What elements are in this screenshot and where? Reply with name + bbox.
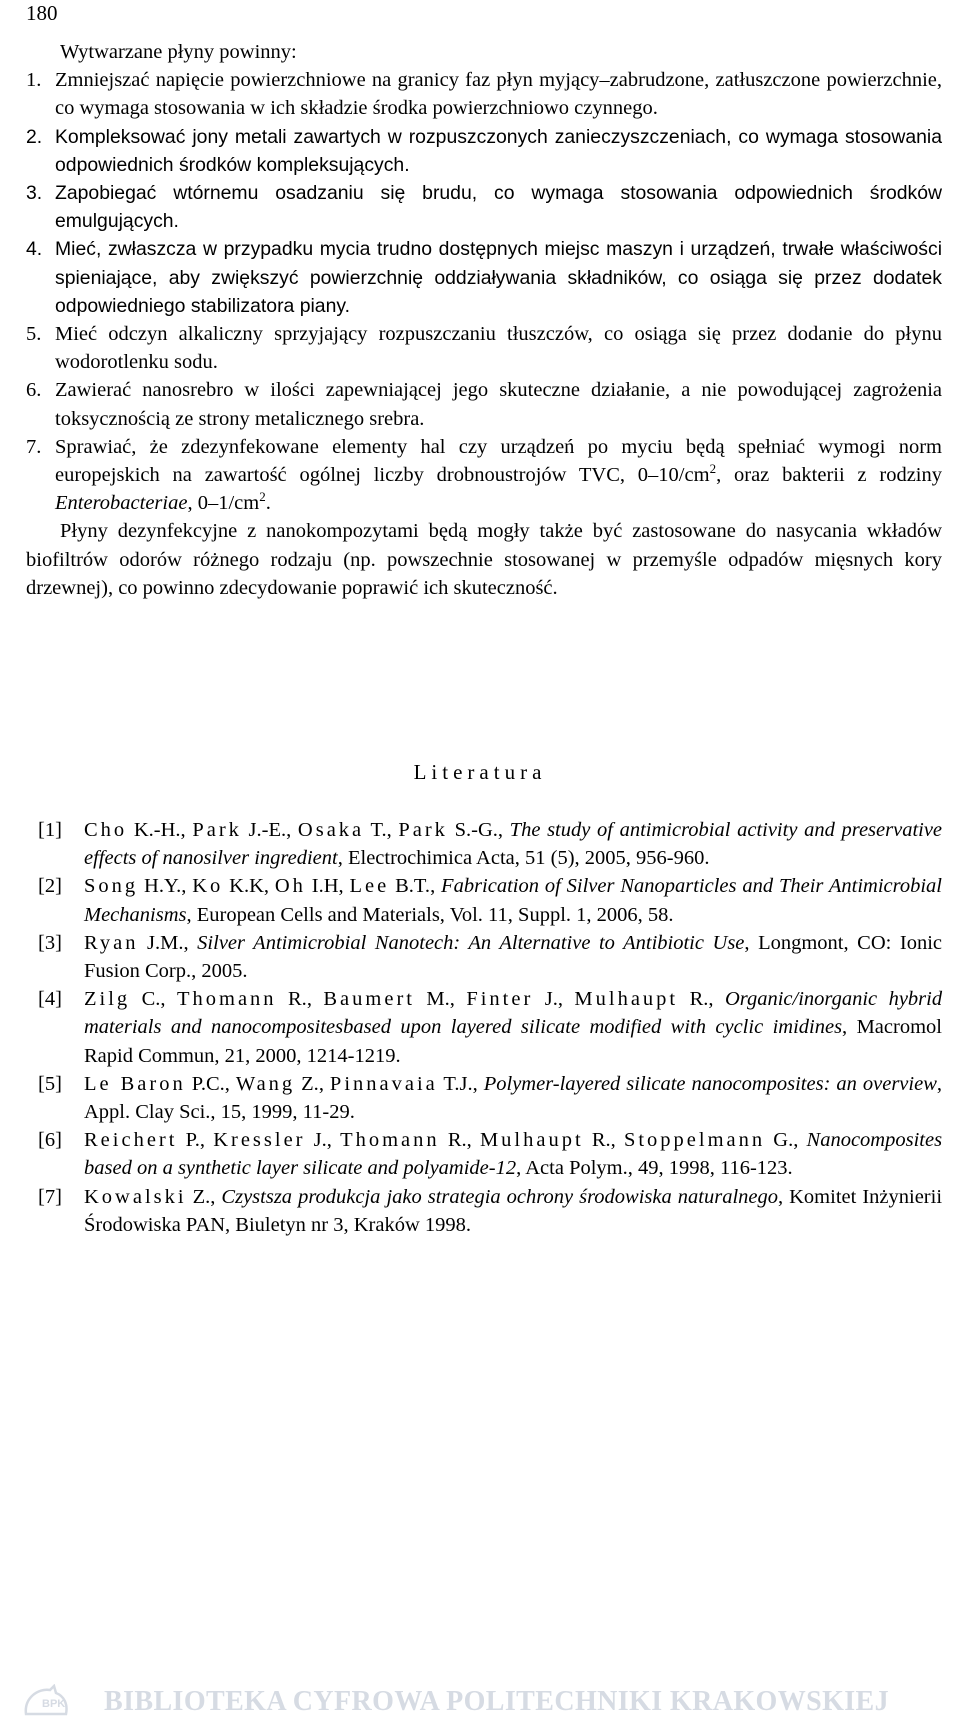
reference-source: , European Cells and Materials, Vol. 11, Suppl. 1, 2006, 58.: [186, 903, 674, 926]
reference-separator: ,: [449, 988, 467, 1011]
list-number: 1.: [26, 69, 42, 92]
reference-number: [6]: [38, 1129, 62, 1152]
reference-separator: ,: [286, 819, 298, 841]
reference-author: Cho: [84, 819, 128, 841]
watermark-text: BIBLIOTEKA CYFROWA POLITECHNIKI KRAKOWSKIEJ: [104, 1686, 890, 1717]
reference-author: Lee: [349, 875, 390, 898]
reference-initials: H.Y.: [144, 875, 182, 898]
reference-author: Zilg: [84, 988, 131, 1011]
reference-initials: T.J.: [443, 1072, 473, 1095]
reference-author: Mulhaupt: [479, 1129, 584, 1152]
reference-author: Thomann: [176, 988, 277, 1011]
reference-initials: J.: [544, 988, 558, 1011]
reference-author: Song: [84, 875, 139, 898]
reference-initials: J.: [313, 1129, 327, 1152]
list-text: Sprawiać, że zdezynfekowane elementy hal czy urządzeń po myciu będą spełniać wymogi norm europejskich na zawartość ogólnej liczby drobnoustrojów TVC, 0–10/cm: [55, 435, 942, 487]
reference-author: Osaka: [297, 819, 365, 841]
reference-title: Nanocomposites based on a synthetic layer silicate and polyamide-12: [84, 1129, 943, 1180]
reference-source: , Longmont, CO: Ionic Fusion Corp., 2005.: [84, 931, 943, 983]
reference-author: Kressler: [213, 1129, 306, 1152]
reference-title: The study of antimicrobial activity and preservative effects of nanosilver ingredient: [84, 819, 943, 870]
reference-source: , Electrochimica Acta, 51 (5), 2005, 956-960.: [337, 847, 710, 870]
reference-separator: ,: [430, 875, 442, 898]
list-text: Mieć odczyn alkaliczny sprzyjający rozpuszczaniu tłuszczów, co osiąga się przez dodanie do płynu wodorotlenku sodu.: [55, 323, 942, 374]
list-text: .: [265, 492, 271, 515]
reference-item: [38, 1070, 942, 1126]
list-text: Zapobiegać wtórnemu osadzaniu się brudu, co wymaga stosowania odpowiednich środków emulgujących.: [55, 182, 942, 233]
reference-author: Park: [192, 819, 242, 841]
reference-title: Polymer-layered silicate nanocomposites: an overview: [483, 1072, 937, 1095]
italic-term: Enterobacteriae: [55, 492, 188, 515]
reference-author: Ryan: [84, 931, 139, 954]
reference-initials: R.: [591, 1129, 611, 1152]
reference-initials: R.: [447, 1129, 467, 1152]
reference-initials: J.M.: [147, 931, 184, 954]
reference-source: , Komitet Inżynierii Środowiska PAN, Biuletyn nr 3, Kraków 1998.: [84, 1185, 943, 1236]
reference-item: [38, 985, 942, 1070]
reference-separator: ,: [472, 1072, 484, 1095]
list-item: [26, 66, 942, 122]
reference-title: Fabrication of Silver Nanoparticles and Their Antimicrobial Mechanisms: [84, 875, 942, 926]
reference-author: Kowalski: [84, 1185, 187, 1208]
list-text: Kompleksować jony metali zawartych w rozpuszczonych zanieczyszczeniach, co wymaga stosowania odpowiednich środków kompleksujących.: [55, 125, 942, 176]
reference-source: , Acta Polym., 49, 1998, 116-123.: [516, 1157, 793, 1180]
reference-number: [1]: [38, 819, 62, 841]
reference-separator: ,: [708, 988, 725, 1011]
reference-separator: ,: [497, 819, 510, 841]
list-item: [26, 433, 942, 518]
reference-author: Mulhaupt: [574, 988, 679, 1011]
reference-item: [38, 1183, 942, 1239]
reference-author: Ko: [192, 875, 224, 898]
list-text: , 0–1/cm: [187, 492, 260, 515]
reference-author: Park: [398, 819, 448, 841]
reference-separator: ,: [160, 988, 177, 1011]
list-item: [26, 123, 942, 179]
reference-separator: ,: [466, 1129, 480, 1152]
reference-separator: ,: [180, 819, 193, 841]
reference-source: , Macromol Rapid Commun, 21, 2000, 1214-1219.: [84, 1016, 942, 1067]
reference-initials: B.T.: [395, 875, 431, 898]
reference-title: Organic/inorganic hybrid materials and nanocompositesbased upon layered silicate modified with cyclic imidines: [84, 988, 943, 1039]
reference-item: [38, 816, 942, 872]
logo-text: BPK: [42, 1698, 66, 1710]
reference-separator: ,: [199, 1129, 214, 1152]
reference-initials: R.: [689, 988, 709, 1011]
reference-initials: P.C.: [191, 1072, 225, 1095]
reference-initials: P.: [185, 1129, 200, 1152]
section-heading: Literatura: [413, 760, 547, 784]
list-item: [26, 376, 942, 432]
paragraph: Płyny dezynfekcyjne z nanokompozytami będą mogły także być zastosowane do nasycania wkładów biofiltrów odorów różnego rodzaju (np. powszechnie stosowanej w przemyśle odpadów mięsnych kory drzewnej), co powinno zdecydowanie poprawić ich skuteczność.: [26, 520, 942, 599]
list-number: 5.: [26, 323, 42, 346]
reference-item: [38, 872, 942, 928]
reference-number: [2]: [38, 875, 62, 898]
reference-author: Finter: [466, 988, 534, 1011]
reference-author: Thomann: [340, 1129, 440, 1152]
reference-initials: K.-H.: [133, 819, 181, 841]
reference-initials: K.K,: [229, 875, 269, 898]
reference-initials: I.H,: [311, 875, 344, 898]
list-item: [26, 179, 942, 235]
reference-author: Baumert: [323, 988, 415, 1011]
page-number: 180: [26, 1, 58, 25]
body-text: [26, 38, 942, 602]
reference-separator: ,: [181, 875, 193, 898]
list-number: 2.: [26, 125, 43, 148]
reference-author: Oh: [274, 875, 306, 898]
reference-item: [38, 929, 942, 985]
reference-initials: S.-G.: [454, 819, 498, 841]
reference-initials: R.: [288, 988, 307, 1011]
reference-number: [7]: [38, 1185, 62, 1208]
reference-initials: Z.: [301, 1072, 319, 1095]
reference-initials: C.: [141, 988, 161, 1011]
list-text: Mieć, zwłaszcza w przypadku mycia trudno dostępnych miejsc maszyn i urządzeń, trwałe właściwości spieniające, aby zwiększyć powierzchnię oddziaływania składników, co osiąga się przez dodatek odpowiedniego stabilizatora piany.: [55, 238, 942, 317]
reference-author: Wang: [235, 1072, 296, 1095]
reference-initials: Z.: [192, 1185, 211, 1208]
list-item: [26, 320, 942, 376]
reference-separator: ,: [793, 1129, 807, 1152]
list-number: 3.: [26, 182, 43, 205]
reference-number: [3]: [38, 931, 62, 954]
reference-author: Stoppelmann: [623, 1129, 766, 1152]
list-text: Zmniejszać napięcie powierzchniowe na granicy faz płyn myjący–zabrudzone, zatłuszczone powierzchnie, co wymaga stosowania w ich składzie środka powierzchniowo czynnego.: [55, 69, 942, 120]
reference-author: Reichert: [84, 1129, 178, 1152]
reference-separator: ,: [183, 931, 198, 954]
list-number: 7.: [26, 435, 42, 458]
list-number: 6.: [26, 379, 42, 402]
superscript: 2: [709, 461, 717, 477]
reference-number: [5]: [38, 1072, 62, 1095]
reference-item: [38, 1126, 942, 1182]
reference-initials: J.-E.: [248, 819, 287, 841]
reference-initials: G.: [773, 1129, 794, 1152]
reference-separator: ,: [210, 1185, 222, 1208]
reference-author: Le Baron: [84, 1072, 186, 1095]
reference-title: Silver Antimicrobial Nanotech: An Alternative to Antibiotic Use: [197, 931, 745, 954]
superscript: 2: [259, 489, 266, 505]
reference-separator: ,: [326, 1129, 341, 1152]
list-text: , oraz bakterii z rodziny: [716, 464, 942, 487]
intro-text: Wytwarzane płyny powinny:: [60, 41, 297, 63]
reference-separator: ,: [224, 1072, 236, 1095]
reference-author: Pinnavaia: [329, 1072, 438, 1095]
requirements-list: [26, 66, 942, 517]
reference-initials: T.: [370, 819, 387, 841]
library-logo-icon: [20, 1684, 80, 1724]
reference-initials: M.: [426, 988, 450, 1011]
reference-separator: ,: [318, 1072, 330, 1095]
reference-number: [4]: [38, 988, 62, 1011]
list-number: 4.: [26, 238, 43, 261]
list-text: Zawierać nanosrebro w ilości zapewniającej jego skuteczne działanie, a nie powodującej zagrożenia toksycznością ze strony metalicznego srebra.: [55, 379, 942, 430]
reference-source: , Appl. Clay Sci., 15, 1999, 11-29.: [84, 1072, 942, 1124]
list-item: [26, 235, 942, 320]
reference-separator: ,: [306, 988, 324, 1011]
references-list: [38, 816, 942, 1239]
reference-title: Czystsza produkcja jako strategia ochrony środowiska naturalnego: [221, 1185, 778, 1208]
reference-separator: ,: [557, 988, 575, 1011]
reference-separator: ,: [386, 819, 399, 841]
reference-separator: ,: [610, 1129, 624, 1152]
library-watermark: [20, 1684, 950, 1724]
